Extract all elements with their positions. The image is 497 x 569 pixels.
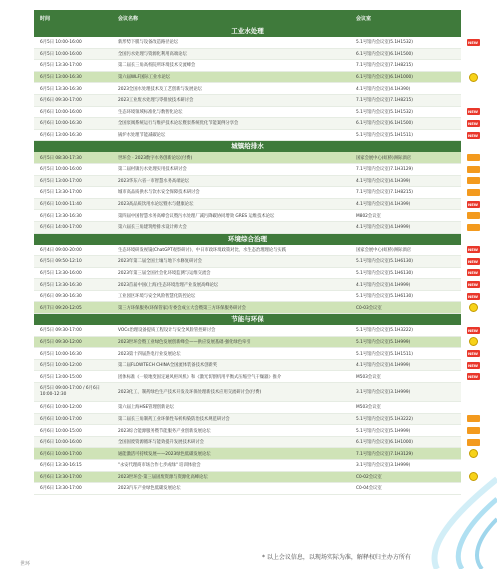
hot-badge-icon: [467, 177, 480, 184]
row-time: 6月5日 09:30-12:00: [40, 339, 82, 345]
row-name: 第二届村镇污水处理实用技术研讨会: [118, 167, 187, 173]
table-row[interactable]: [34, 414, 461, 426]
row-time: 6月5日 13:00-15:00: [40, 374, 82, 380]
row-badge: [456, 120, 484, 127]
row-venue: 5.1号馆内会议室(5.1H999): [356, 428, 411, 434]
row-time: 6月5日 13:00-16:30: [40, 75, 82, 81]
row-badge: [456, 439, 484, 446]
row-time: 6月5日 13:30-16:30: [40, 86, 82, 92]
row-venue: 7.1号馆内会议室(7.1H3129): [356, 167, 413, 173]
row-name: 第二届长三角制药工业环保性布析构染防治技术规范研讨会: [118, 416, 230, 422]
row-time: 6月5日 10:00-16:00: [40, 40, 82, 46]
hot-badge-icon: [467, 224, 480, 231]
row-name: 2023综合能源服务暨节能服务产业创新发展论坛: [118, 428, 211, 434]
row-venue: C0-02会议室: [356, 474, 382, 480]
row-time: 6月5日 10:00-12:00: [40, 363, 82, 369]
row-name: 2023首届中国(上海)生态环境治理产业发展高峰论坛: [118, 282, 219, 288]
table-row[interactable]: [34, 95, 461, 107]
row-time: 6月5日 13:30-16:30: [40, 282, 82, 288]
table-row[interactable]: [34, 222, 461, 234]
smiley-icon: [469, 303, 478, 312]
row-badge: [456, 212, 484, 219]
hot-badge-icon: [467, 415, 480, 422]
row-name: 生态环境研发视镜(ChatGPT观察研讨)、中日市政环境政策对比、水生态治理理论与实践: [118, 247, 287, 253]
row-badge: [456, 362, 484, 369]
row-time: 6月4日 09:00-20:00: [40, 247, 82, 253]
row-time: 6月5日 13:00-17:00: [40, 178, 82, 184]
row-name: 2023第十四届热电行业发展论坛: [118, 351, 181, 357]
row-venue: 5.1号馆内会议室(5.1H999): [356, 339, 411, 345]
new-badge-icon: NEW: [468, 247, 478, 253]
section-title: 节能与环保: [34, 314, 461, 325]
row-name: 2023世环会·第三届固废资源与资源化高峰论坛: [118, 474, 208, 480]
row-badge: [456, 73, 484, 82]
row-name: 城市高品质供水与饮水安全保障技术研讨会: [118, 190, 200, 196]
logo-text: 世环: [20, 561, 31, 567]
new-badge-icon: NEW: [468, 270, 478, 276]
new-badge-icon: NEW: [468, 351, 478, 357]
row-venue: 国家会展中心(虹桥)洲际酒店: [356, 155, 411, 161]
smiley-icon: [469, 449, 478, 458]
row-time: 6月5日 10:00-16:30: [40, 351, 82, 357]
table-row[interactable]: [34, 72, 461, 84]
row-venue: 4.1号馆内会议室(4.1H399): [356, 178, 411, 184]
table-row[interactable]: [34, 337, 461, 349]
section-title: 环境综合治理: [34, 234, 461, 245]
section-title: 工业水处理: [34, 26, 461, 37]
new-badge-icon: NEW: [468, 39, 478, 45]
row-name: "永安代理商市场合作七步成绿" 培训体验会: [118, 463, 201, 469]
table-row[interactable]: [34, 291, 478, 303]
row-venue: 4.1号馆内会议室(4.1H999): [356, 363, 411, 369]
row-venue: 7.1号馆内会议室(7.1H3129): [356, 451, 413, 457]
row-time: 6月5日 09:00-17:00 / 6月6日 10:00-12:30: [40, 386, 100, 398]
row-badge: [456, 154, 484, 161]
row-badge: [456, 246, 484, 253]
row-venue: 5.1号馆内会议室(5.1H6130): [356, 259, 413, 265]
table-row[interactable]: [34, 402, 461, 414]
row-name: 工业园区环境与安全风险智慧化防控论坛: [118, 294, 196, 300]
footnote: * 以上会议信息，以现场实际为准，解释权归主办方所有: [262, 554, 411, 561]
header-time: 时间: [40, 15, 51, 22]
row-venue: 5.1号馆内会议室(5.1H6130): [356, 294, 413, 300]
row-badge: [456, 258, 484, 265]
table-header: [34, 10, 461, 26]
row-venue: 国家会展中心(虹桥)洲际酒店: [356, 247, 411, 253]
row-badge: [456, 449, 484, 458]
row-time: 6月6日 10:00-12:00: [40, 405, 82, 411]
row-venue: 6.1号馆内会议室(6.1H1500): [356, 121, 413, 127]
row-name: 通能激活可持续发展——2023绿色低碳发展论坛: [118, 451, 211, 457]
smiley-icon: [469, 73, 478, 82]
row-badge: [456, 350, 484, 357]
row-name: 团体标准《一般地变固定通风柜风机》和《激光切割机用平衡式压缩空气干燥器》推介: [118, 374, 282, 380]
header-venue: 会议室: [356, 15, 372, 22]
row-venue: 6.1号馆内会议室(6.1H1500): [356, 51, 413, 57]
table-row[interactable]: [34, 37, 478, 49]
row-time: 6月5日 09:30-17:00: [40, 328, 82, 334]
table-row[interactable]: [34, 302, 461, 314]
row-venue: 3.1号馆内会议室(3.1H999): [356, 390, 411, 396]
smiley-icon: [469, 337, 478, 346]
row-venue: 4.1号馆内会议室(4.1H999): [356, 282, 411, 288]
row-badge: [456, 337, 484, 346]
row-name: 2023华东六省一市智慧水务高端论坛: [118, 178, 190, 184]
table-row[interactable]: [34, 210, 461, 222]
row-venue: 5.1号馆内会议室(5.1H1511): [356, 351, 413, 357]
row-badge: [456, 281, 484, 288]
table-row[interactable]: [34, 130, 478, 142]
new-badge-icon: NEW: [468, 258, 478, 264]
new-badge-icon: NEW: [468, 362, 478, 368]
row-time: 6月6日 13:00-16:30: [40, 133, 82, 139]
row-venue: C0-04会议室: [356, 486, 382, 492]
row-name: 新形势下膜与设备改造路径论坛: [118, 40, 179, 46]
row-name: 2023高品质饮用水论坛暨水与健康论坛: [118, 202, 194, 208]
row-venue: 5.1号馆内会议室(5.1H3222): [356, 416, 413, 422]
header-name: 会议名称: [118, 15, 139, 22]
new-badge-icon: NEW: [468, 374, 478, 380]
table-row[interactable]: [34, 371, 478, 383]
row-badge: [456, 373, 484, 380]
row-name: 第三方环保服务(环保管家)专委会成立大会暨第三方环保服务研讨会: [118, 305, 246, 311]
row-name: 2023年第二届全国土壤与地下水修复研讨会: [118, 259, 202, 265]
row-name: 第二届长三角高校院所环境技术交流峰会: [118, 63, 196, 69]
row-venue: 6.1号馆内会议室(6.1H1000): [356, 75, 413, 81]
table-row[interactable]: [34, 279, 478, 291]
table-row[interactable]: [34, 49, 461, 61]
row-venue: M503会议室: [356, 405, 381, 411]
row-badge: [456, 132, 484, 139]
new-badge-icon: NEW: [468, 282, 478, 288]
row-badge: [456, 39, 484, 46]
row-time: 6月6日 09:30-16:30: [40, 294, 82, 300]
row-time: 6月5日 08:30-17:30: [40, 155, 82, 161]
row-venue: 3.1号馆内会议室(3.1H999): [356, 463, 411, 469]
table-row[interactable]: [34, 187, 461, 199]
row-time: 6月6日 10:00-17:00: [40, 451, 82, 457]
row-time: 6月6日 10:00-15:00: [40, 428, 82, 434]
row-badge: [456, 427, 484, 434]
row-time: 6月6日 09:30-17:00: [40, 98, 82, 104]
table-row[interactable]: [34, 437, 461, 449]
row-time: 6月5日 13:30-17:00: [40, 190, 82, 196]
row-name: 第二届FLOWTECH CHINA全国流体装备技术创新奖: [118, 363, 218, 369]
row-badge: [456, 189, 484, 196]
row-venue: 4.1号馆内会议室(4.1H390): [356, 86, 411, 92]
row-time: 6月6日 13:30-16:30: [40, 213, 82, 219]
new-badge-icon: NEW: [468, 293, 478, 299]
hot-badge-icon: [467, 154, 480, 161]
row-name: 生态环境领域标准化与数智化论坛: [118, 109, 183, 115]
hot-badge-icon: [467, 189, 480, 196]
row-venue: C0-03会议室: [356, 305, 382, 311]
row-venue: 5.1号馆内会议室(5.1H1532): [356, 109, 413, 115]
row-venue: M802会议室: [356, 213, 381, 219]
row-venue: 7.1号馆内会议室(7.1H8215): [356, 190, 413, 196]
row-time: 6月6日 10:00-16:00: [40, 440, 82, 446]
table-row[interactable]: [34, 268, 478, 280]
row-badge: [456, 177, 484, 184]
table-row[interactable]: [34, 118, 478, 130]
row-name: 锅炉水处理节能减碳论坛: [118, 133, 166, 139]
table-row[interactable]: [34, 107, 478, 119]
row-venue: 5.1号馆内会议室(5.1H6130): [356, 270, 413, 276]
row-time: 6月5日 10:00-16:00: [40, 167, 82, 173]
row-badge: [456, 166, 484, 173]
row-time: 6月5日 13:30-16:00: [40, 270, 82, 276]
row-name: 第六届上海HSE管理创新论坛: [118, 405, 174, 411]
row-time: 6月6日 10:00-17:00: [40, 416, 82, 422]
row-name: 第四届中国智慧水务高峰会议暨污水处理厂减污降碳协同增效 GRES 运维技术论坛: [118, 213, 275, 219]
table-row[interactable]: [34, 152, 461, 164]
row-name: 2023世环会暨工业绿色发展创新峰会——供应发展基础·强化绿色牵引: [118, 339, 251, 345]
table-row[interactable]: [34, 164, 461, 176]
table-row[interactable]: [34, 176, 461, 188]
row-badge: [456, 269, 484, 276]
row-venue: M503会议室: [356, 374, 381, 380]
new-badge-icon: NEW: [468, 132, 478, 138]
row-badge: [456, 303, 484, 312]
row-time: 6月6日 10:00-16:00: [40, 109, 82, 115]
row-name: 2023汽车产业绿色低碳发展论坛: [118, 486, 181, 492]
table-row[interactable]: [34, 199, 478, 211]
row-name: 2023全国水处理技术及工艺创新与发展论坛: [118, 86, 202, 92]
hot-badge-icon: [467, 166, 480, 173]
table-row[interactable]: [34, 425, 461, 437]
table-row[interactable]: [34, 83, 461, 95]
row-name: 第六届长三角建筑给排水设计师大会: [118, 225, 187, 231]
new-badge-icon: NEW: [468, 109, 478, 115]
table-row[interactable]: [34, 383, 461, 402]
row-time: 6月7日 09:20-12:05: [40, 305, 82, 311]
row-venue: 7.1号馆内会议室(7.1H8215): [356, 63, 413, 69]
row-name: 世环会 · 2023数字水务创新论坛(付费): [118, 155, 193, 161]
row-venue: 7.1号馆内会议室(7.1H8215): [356, 98, 413, 104]
row-name: 全国泵阀系统运行与维护技术论坛暨泵系统优化节能案例分享会: [118, 121, 239, 127]
hot-badge-icon: [467, 427, 480, 434]
row-time: 6月6日 10:00-16:30: [40, 121, 82, 127]
row-venue: 5.1号馆内会议室(5.1H3222): [356, 328, 413, 334]
row-name: 2023化工、制药绿色生产技术开发及环保处理新技术应用交流研讨会(付费): [118, 390, 262, 396]
row-badge: [456, 415, 484, 422]
row-badge: [456, 201, 484, 208]
hot-badge-icon: [467, 212, 480, 219]
row-name: 2023年第三届全国社会化环境监测与运维交流会: [118, 270, 211, 276]
row-venue: 4.1号馆内会议室(4.1H999): [356, 225, 411, 231]
new-badge-icon: NEW: [468, 327, 478, 333]
row-venue: 6.1号馆内会议室(6.1H1000): [356, 440, 413, 446]
table-row[interactable]: [34, 360, 478, 372]
schedule-body: [34, 26, 478, 495]
table-row[interactable]: [34, 325, 478, 337]
row-time: 6月6日 13:30-17:00: [40, 474, 82, 480]
table-row[interactable]: [34, 245, 478, 257]
row-badge: [456, 293, 484, 300]
row-venue: 5.1号馆内会议室(5.1H1532): [356, 40, 413, 46]
row-time: 6月6日 10:00-11:40: [40, 202, 82, 208]
row-name: VOCs治理设备提质工程设计与安全风险管控研讨会: [118, 328, 216, 334]
row-venue: 4.1号馆内会议室(4.1H399): [356, 202, 411, 208]
row-badge: [456, 224, 484, 231]
row-time: 6月5日 10:00-16:00: [40, 51, 82, 57]
row-time: 6月6日 13:30-17:00: [40, 486, 82, 492]
row-time: 6月5日 13:30-17:00: [40, 63, 82, 69]
row-time: 6月6日 13:30-16:15: [40, 463, 82, 469]
hot-badge-icon: [467, 439, 480, 446]
decorative-curves: [367, 459, 497, 569]
row-name: 全国固废资源循环与能效提升发展技术研讨会: [118, 440, 204, 446]
row-badge: [456, 108, 484, 115]
row-time: 6月5日 09:50-12:10: [40, 259, 82, 265]
row-name: 全国污水处理与资源化利用高端论坛: [118, 51, 187, 57]
row-time: 6月6日 14:00-17:00: [40, 225, 82, 231]
section-title: 城镇给排水: [34, 141, 461, 152]
row-name: 2023工业废水处理与零排放技术研讨会: [118, 98, 194, 104]
row-badge: [456, 327, 484, 334]
new-badge-icon: NEW: [468, 201, 478, 207]
row-venue: 5.1号馆内会议室(5.1H1511): [356, 133, 413, 139]
row-name: 第六届WLF国际工业水论坛: [118, 75, 171, 81]
table-row[interactable]: [34, 348, 478, 360]
table-row[interactable]: [34, 60, 461, 72]
new-badge-icon: NEW: [468, 120, 478, 126]
table-row[interactable]: [34, 256, 478, 268]
